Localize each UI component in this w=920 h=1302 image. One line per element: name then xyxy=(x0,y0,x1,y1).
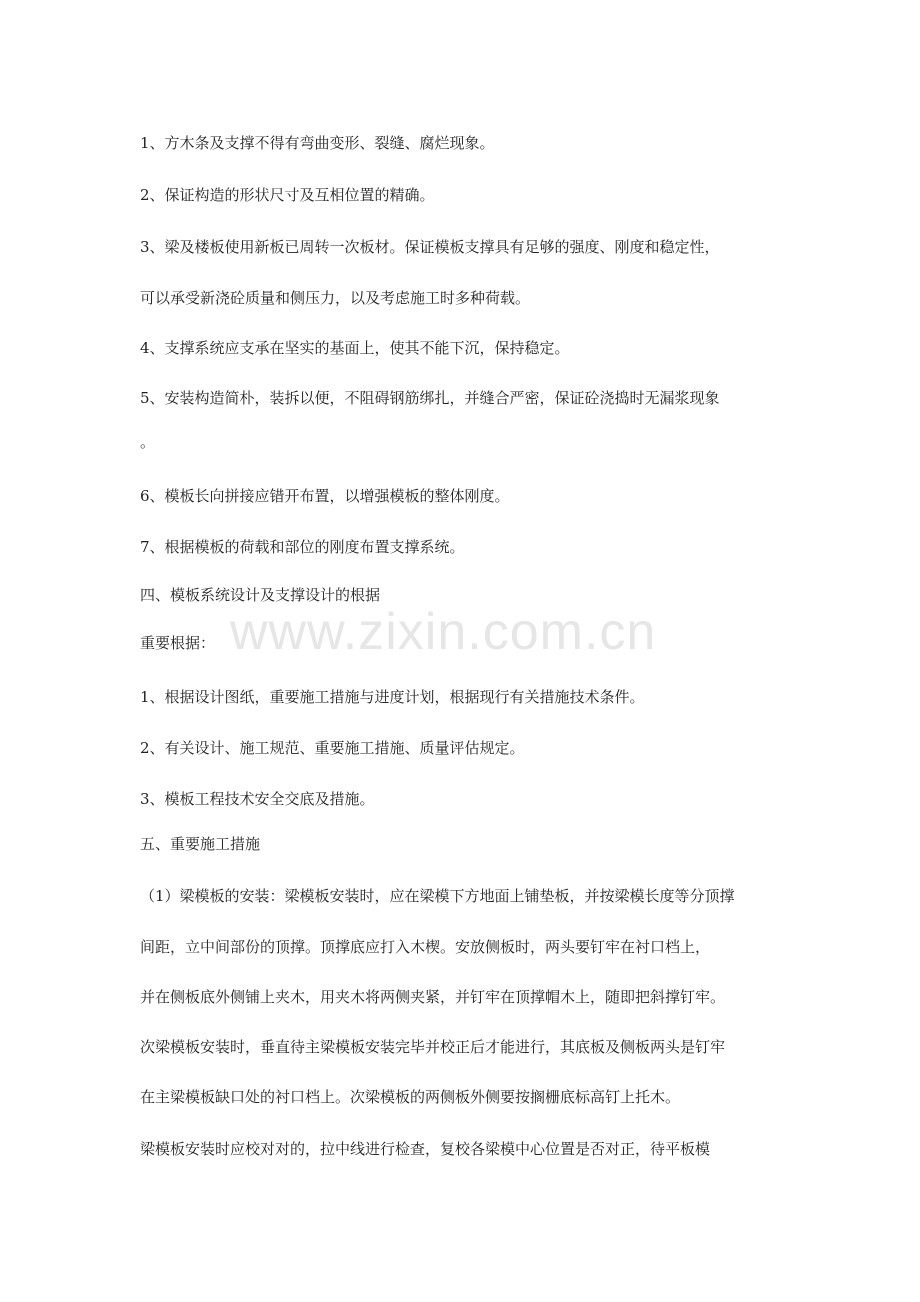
text-line: 1、根据设计图纸，重要施工措施与进度计划，根据现行有关措施技术条件。 xyxy=(140,688,645,706)
text-line: 3、梁及楼板使用新板已周转一次板材。保证模板支撑具有足够的强度、刚度和稳定性， xyxy=(140,238,720,256)
section-heading: 四、模板系统设计及支撑设计的根据 xyxy=(140,586,381,604)
text-line: 2、有关设计、施工规范、重要施工措施、质量评估规定。 xyxy=(140,739,525,757)
text-line: 2、保证构造的形状尺寸及互相位置的精确。 xyxy=(140,186,435,204)
text-line: 次梁模板安装时，垂直待主梁模板安装完毕并校正后才能进行，其底板及侧板两头是钉牢 xyxy=(140,1038,726,1056)
text-line: 。 xyxy=(140,433,156,451)
text-line: 重要根据： xyxy=(140,634,216,652)
text-line: 梁模板安装时应校对对的，拉中线进行检查，复校各梁模中心位置是否对正，待平板模 xyxy=(140,1140,711,1158)
text-line: 3、模板工程技术安全交底及措施。 xyxy=(140,790,375,808)
text-line: 5、安装构造简朴，装拆以便，不阻碍钢筋绑扎，并缝合严密，保证砼浇捣时无漏浆现象 xyxy=(140,389,720,407)
text-line: 7、根据模板的荷载和部位的刚度布置支撑系统。 xyxy=(140,538,465,556)
watermark: www.zixin.com.cn xyxy=(230,603,657,661)
text-line: 6、模板长向拼接应错开布置，以增强模板的整体刚度。 xyxy=(140,487,510,505)
text-line: 1、方木条及支撑不得有弯曲变形、裂缝、腐烂现象。 xyxy=(140,134,495,152)
text-line: （1）梁模板的安装：梁模板安装时，应在梁模下方地面上铺垫板，并按梁模长度等分顶撑 xyxy=(140,887,735,905)
text-line: 在主梁模板缺口处的衬口档上。次梁模板的两侧板外侧要按搁栅底标高钉上托木。 xyxy=(140,1088,681,1106)
text-line: 间距，立中间部份的顶撑。顶撑底应打入木楔。安放侧板时，两头要钉牢在衬口档上， xyxy=(140,938,711,956)
text-line: 可以承受新浇砼质量和侧压力，以及考虑施工时多种荷载。 xyxy=(140,289,531,307)
text-line: 并在侧板底外侧铺上夹木，用夹木将两侧夹紧，并钉牢在顶撑帽木上，随即把斜撑钉牢。 xyxy=(140,988,726,1006)
text-line: 4、支撑系统应支承在坚实的基面上，使其不能下沉，保持稳定。 xyxy=(140,339,570,357)
section-heading: 五、重要施工措施 xyxy=(140,835,261,853)
